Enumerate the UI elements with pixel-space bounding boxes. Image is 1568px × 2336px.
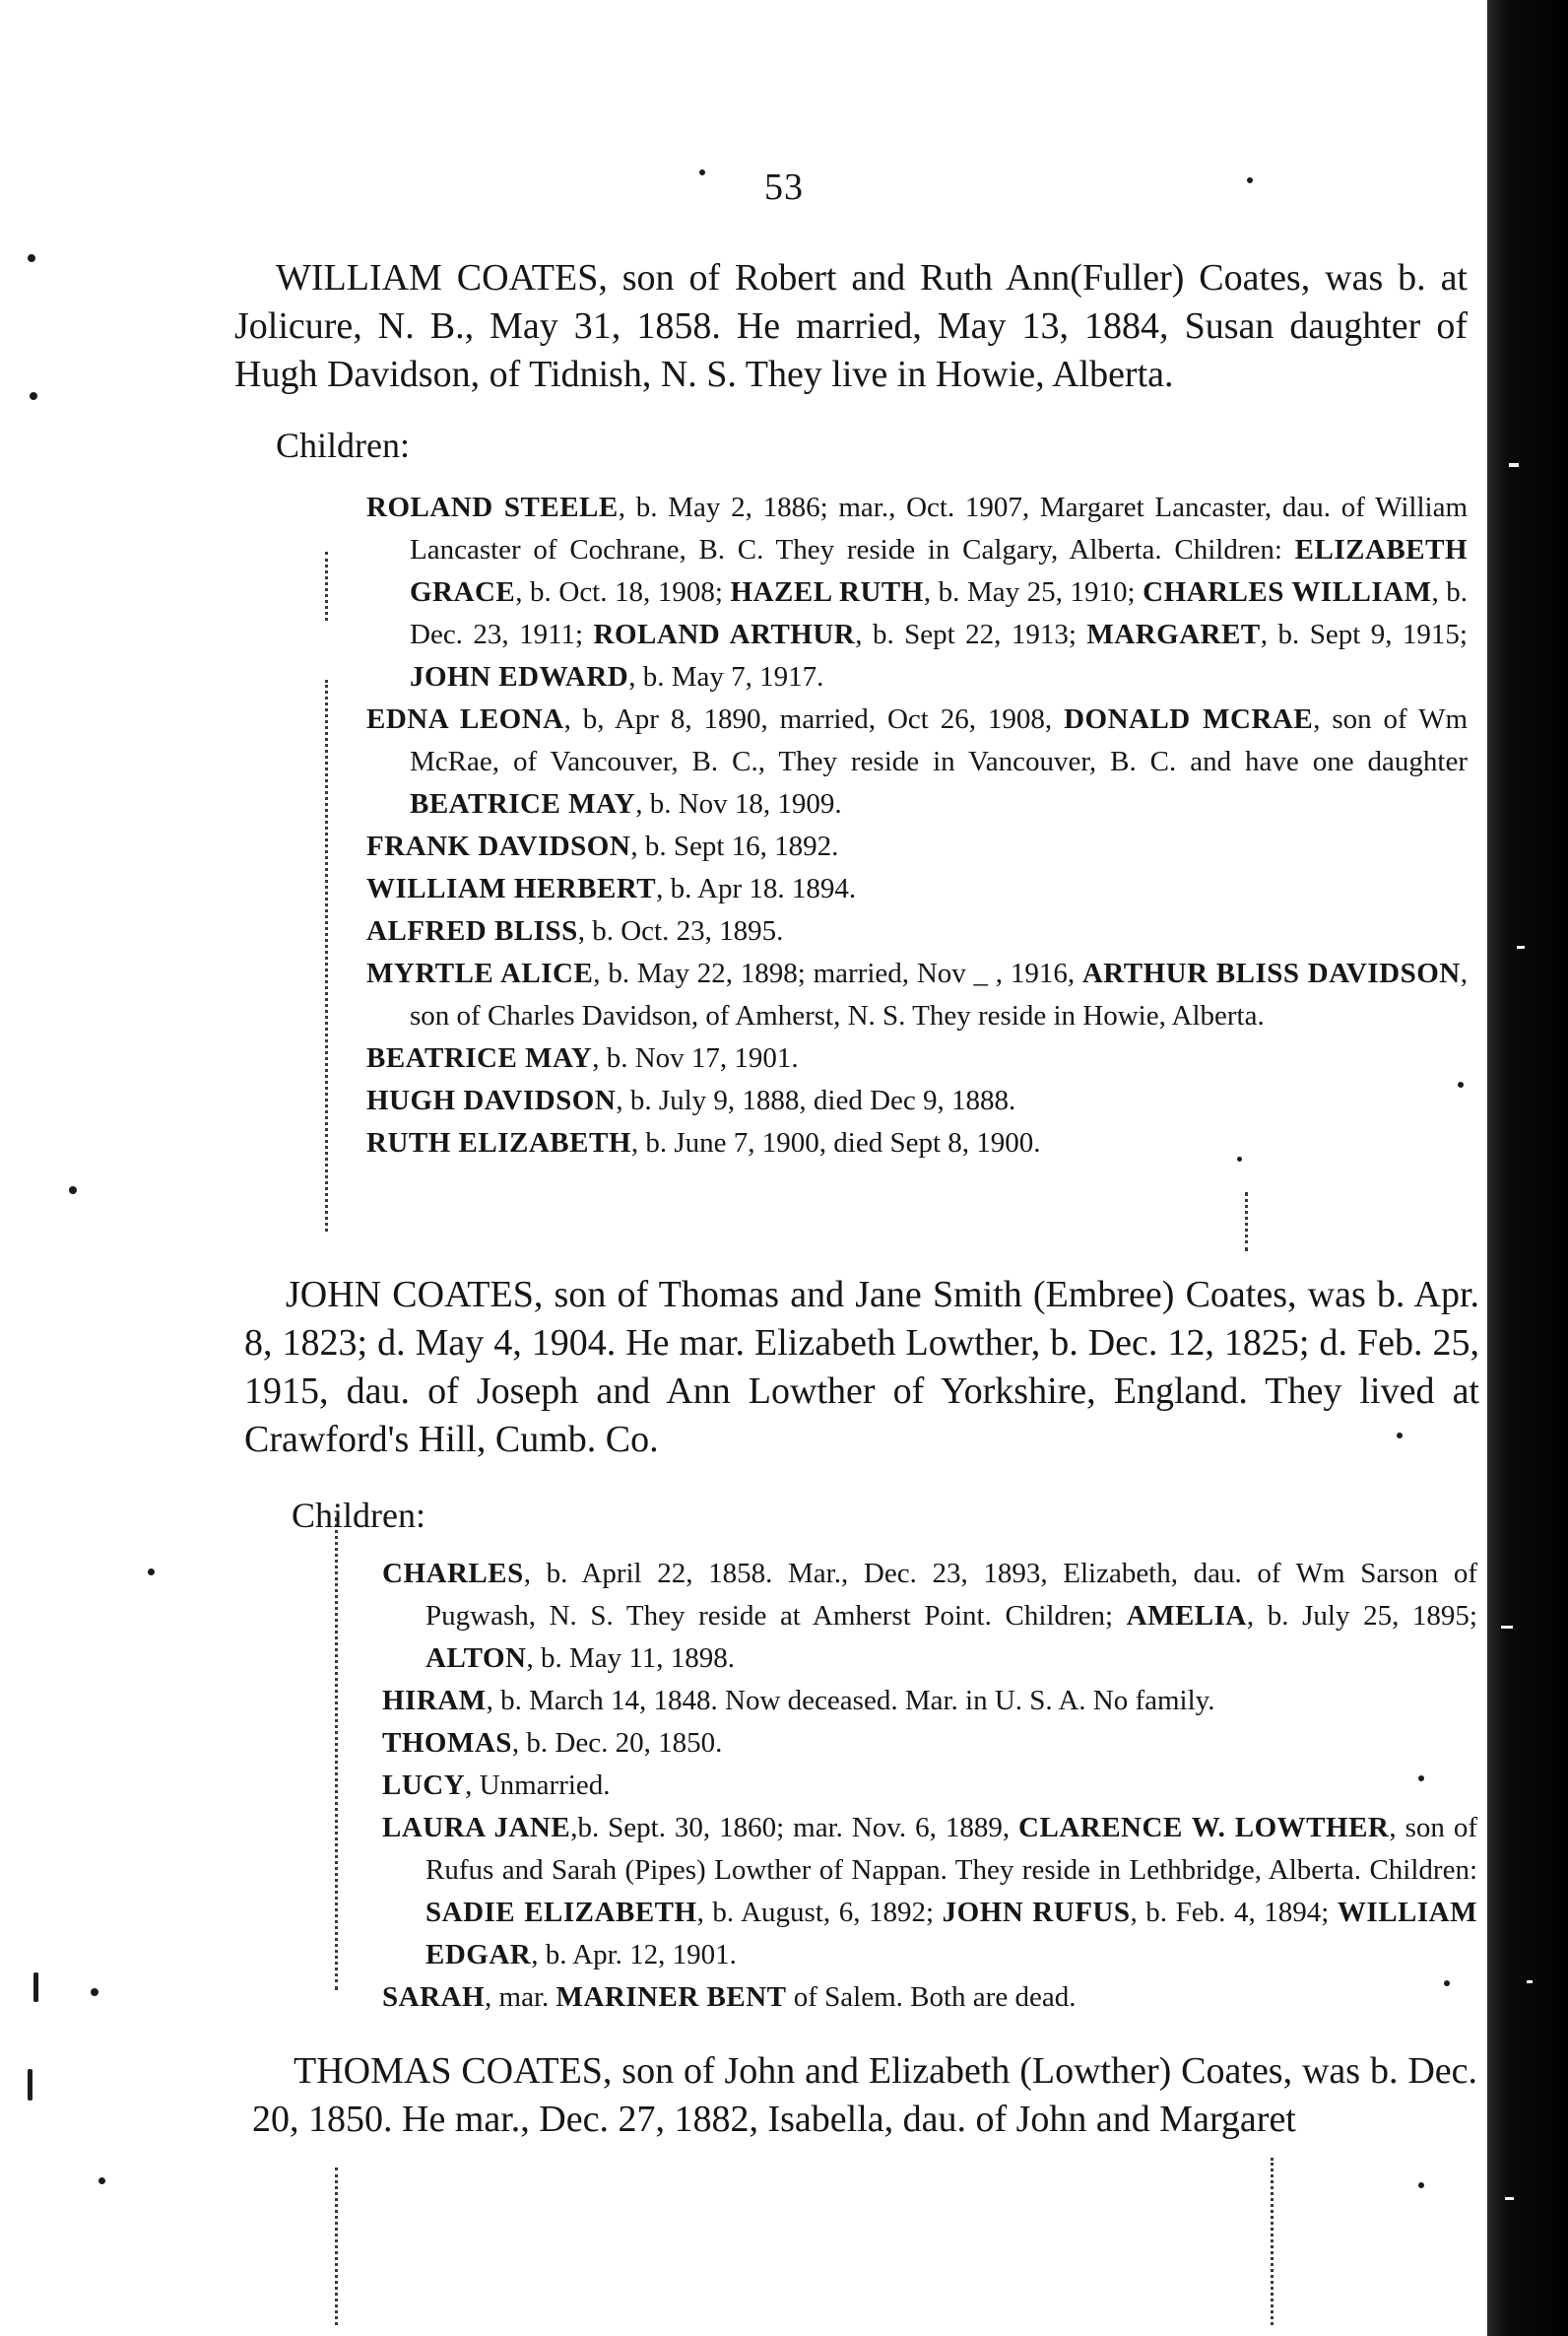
related-person-name: ARTHUR BLISS DAVIDSON — [1081, 958, 1461, 989]
child-text: , b. June 7, 1900, died Sept 8, 1900. — [630, 1127, 1041, 1159]
child-name: BEATRICE MAY — [366, 1042, 593, 1074]
related-person-text: , b. Apr. 12, 1901. — [531, 1939, 737, 1970]
person-name: THOMAS COATES — [294, 2050, 603, 2092]
related-person-text: , b. July 25, 1895; — [1246, 1600, 1477, 1632]
child-entry — [382, 1807, 1477, 1976]
child-name: LUCY — [382, 1769, 466, 1801]
children-list — [382, 1553, 1477, 2019]
related-person-name: JOHN RUFUS — [942, 1897, 1131, 1928]
related-person-text: , b. Oct. 18, 1908; — [515, 576, 731, 608]
related-person-name: DONALD MCRAE — [1064, 703, 1314, 735]
child-text: , b. May 22, 1898; married, Nov _ , 1916, — [593, 958, 1082, 989]
child-text: , b. May 2, 1886; mar., Oct. 1907, Margaret Lancaster, dau. of William Lancaster of Cochrane, B. C. They reside in Calgary, Alberta. Children: — [410, 492, 1469, 566]
child-text: , b. Nov 17, 1901. — [592, 1042, 799, 1074]
scan-artifact-rule — [325, 680, 328, 1232]
related-person-name: MARINER BENT — [555, 1981, 787, 2013]
child-text: , Unmarried. — [465, 1769, 611, 1801]
scan-speck — [28, 2069, 33, 2101]
child-entry — [366, 910, 1468, 953]
child-entry — [382, 1722, 1477, 1765]
related-person-text: , b. Sept 9, 1915; — [1260, 619, 1468, 650]
related-person-name: HAZEL RUTH — [730, 576, 924, 608]
page-number: 53 — [764, 167, 804, 208]
child-entry — [366, 826, 1468, 868]
scan-artifact-rule — [325, 552, 328, 621]
child-text: , b. July 9, 1888, died Dec 9, 1888. — [616, 1085, 1016, 1116]
child-text: , b. Oct. 23, 1895. — [577, 915, 784, 947]
child-text: , b. April 22, 1858. Mar., Dec. 23, 1893, Elizabeth, dau. of Wm Sarson of Pugwash, N. S. They reside at Amherst Point. Children; — [425, 1558, 1477, 1632]
child-text: , b. March 14, 1848. Now deceased. Mar. in U. S. A. No family. — [486, 1685, 1215, 1716]
child-entry — [366, 1122, 1468, 1165]
scan-artifact-rule — [1271, 2158, 1274, 2325]
child-name: HUGH DAVIDSON — [366, 1085, 617, 1116]
related-person-text: , b. May 11, 1898. — [526, 1642, 736, 1674]
scan-shadow-edge — [1487, 0, 1568, 2336]
related-person-text: , b. Sept 22, 1913; — [855, 619, 1087, 650]
child-name: THOMAS — [382, 1727, 512, 1759]
child-entry — [366, 868, 1468, 910]
child-text: , b, Apr 8, 1890, married, Oct 26, 1908, — [563, 703, 1065, 735]
section-intro-john-coates — [244, 1271, 1479, 1464]
related-person-name: BEATRICE MAY — [410, 788, 636, 820]
child-text: , b. Sept 16, 1892. — [630, 831, 839, 862]
child-text: , b. Apr 18. 1894. — [656, 873, 857, 904]
person-intro-text: , son of John and Elizabeth (Lowther) Coates, was b. Dec. 20, 1850. He mar., Dec. 27, 1882, Isabella, dau. of John and Margaret — [252, 2050, 1477, 2140]
children-heading: Children: — [292, 1496, 425, 1535]
related-person-name: SADIE ELIZABETH — [425, 1897, 697, 1928]
related-person-text: , son of Charles Davidson, of Amherst, N. S. They reside in Howie, Alberta. — [410, 958, 1468, 1032]
child-text: , mar. — [485, 1981, 556, 2013]
child-name: SARAH — [382, 1981, 486, 2013]
related-person-name: ALTON — [425, 1642, 527, 1674]
child-entry — [366, 1080, 1468, 1122]
related-person-text: , son of Wm McRae, of Vancouver, B. C., They reside in Vancouver, B. C. and have one daughter — [410, 703, 1469, 777]
child-name: HIRAM — [382, 1685, 487, 1716]
child-text: , b. Dec. 20, 1850. — [511, 1727, 723, 1759]
child-name: FRANK DAVIDSON — [366, 831, 631, 862]
related-person-name: ROLAND ARTHUR — [593, 619, 856, 650]
related-person-text: , b. Dec. 23, 1911; — [410, 576, 1469, 650]
scan-speck — [148, 1568, 155, 1575]
related-person-text: , b. May 7, 1917. — [628, 661, 824, 693]
child-entry — [382, 1680, 1477, 1722]
children-heading: Children: — [276, 426, 410, 465]
child-name: WILLIAM HERBERT — [366, 873, 657, 904]
related-person-text: of Salem. Both are dead. — [786, 1981, 1077, 2013]
person-intro-text: , son of Thomas and Jane Smith (Embree) Coates, was b. Apr. 8, 1823; d. May 4, 1904. He mar. Elizabeth Lowther, b. Dec. 12, 1825; d. Feb. 25, 1915, dau. of Joseph and Ann Lowther of Yorkshire, England. They lived at Crawford's Hill, Cumb. Co. — [244, 1274, 1479, 1460]
scan-speck — [69, 1186, 77, 1194]
related-person-name: CLARENCE W. LOWTHER — [1018, 1812, 1390, 1843]
scan-speck — [1418, 2182, 1424, 2188]
child-entry — [366, 487, 1468, 699]
related-person-name: WILLIAM EDGAR — [425, 1897, 1477, 1970]
child-name: ROLAND STEELE — [366, 492, 619, 523]
scan-speck — [98, 2177, 105, 2184]
section-intro-thomas-coates — [252, 2047, 1477, 2144]
scan-artifact-rule — [335, 1517, 338, 1990]
section-intro-william-coates — [234, 254, 1468, 399]
child-entry — [382, 1765, 1477, 1807]
children-list — [366, 487, 1468, 1165]
child-name: EDNA LEONA — [366, 703, 564, 735]
child-name: CHARLES — [382, 1558, 524, 1589]
scan-speck — [91, 1988, 98, 1996]
child-entry — [366, 699, 1468, 826]
related-person-text: , b. August, 6, 1892; — [696, 1897, 943, 1928]
related-person-name: ELIZABETH GRACE — [410, 534, 1468, 608]
child-name: RUTH ELIZABETH — [366, 1127, 631, 1159]
person-intro-text: , son of Robert and Ruth Ann(Fuller) Coates, was b. at Jolicure, N. B., May 31, 1858. He married, May 13, 1884, Susan daughter of Hugh Davidson, of Tidnish, N. S. They live in Howie, Alberta. — [234, 257, 1468, 395]
child-name: LAURA JANE — [382, 1812, 571, 1843]
related-person-name: AMELIA — [1126, 1600, 1247, 1632]
child-entry — [366, 1037, 1468, 1080]
related-person-text: , b. May 25, 1910; — [923, 576, 1143, 608]
scan-artifact-rule — [335, 2168, 338, 2325]
scan-speck — [28, 254, 35, 262]
related-person-text: , b. Feb. 4, 1894; — [1130, 1897, 1338, 1928]
child-entry — [382, 1553, 1477, 1680]
scan-artifact-rule — [1245, 1192, 1248, 1251]
related-person-text: , b. Nov 18, 1909. — [635, 788, 842, 820]
child-text: ,b. Sept. 30, 1860; mar. Nov. 6, 1889, — [570, 1812, 1019, 1843]
person-name: JOHN COATES — [286, 1274, 534, 1315]
related-person-name: CHARLES WILLIAM — [1143, 576, 1432, 608]
child-name: ALFRED BLISS — [366, 915, 578, 947]
child-entry — [366, 953, 1468, 1037]
scan-speck — [33, 1972, 38, 2002]
related-person-name: JOHN EDWARD — [410, 661, 629, 693]
child-name: MYRTLE ALICE — [366, 958, 594, 989]
child-entry — [382, 1976, 1477, 2019]
related-person-name: MARGARET — [1086, 619, 1261, 650]
scan-speck — [30, 392, 37, 400]
person-name: WILLIAM COATES — [276, 257, 599, 299]
related-person-text: , son of Rufus and Sarah (Pipes) Lowther of Nappan. They reside in Lethbridge, Alberta. Children: — [425, 1812, 1477, 1886]
